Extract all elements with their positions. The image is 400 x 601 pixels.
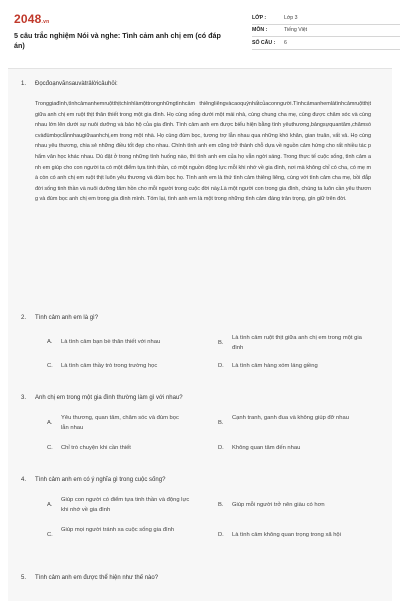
option-text: Yêu thương, quan tâm, chăm sóc và đùm bọc lẫn nhau xyxy=(61,415,179,431)
question-number: 3. xyxy=(21,395,27,401)
question-text: Tình cảm anh em có ý nghĩa gì trong cuộc sống? xyxy=(35,477,166,483)
meta-row-class xyxy=(252,12,400,25)
option-text: Không quan tâm đến nhau xyxy=(232,445,301,451)
option-letter: C. xyxy=(47,445,53,451)
option-letter: D. xyxy=(218,445,224,451)
option-letter: D. xyxy=(218,532,224,538)
question-number: 1. xyxy=(21,81,27,87)
meta-value: Lớp 3 xyxy=(284,14,298,21)
question-list xyxy=(8,68,392,601)
option-letter: B. xyxy=(218,340,224,346)
option-text: Là tình cảm thầy trò trong trường học xyxy=(61,363,158,369)
question-text: Tình cảm anh em là gì? xyxy=(35,315,99,321)
question-text: Tình cảm anh em được thể hiện như thế nào? xyxy=(35,575,159,581)
meta-row-subject xyxy=(252,25,400,38)
option-letter: B. xyxy=(218,420,224,426)
option-text: Chỉ trò chuyện khi cần thiết xyxy=(61,445,131,451)
option-letter: A. xyxy=(47,339,53,345)
option-text: Giúp con người có điểm tựa tinh thần và động lực khi nhớ về gia đình xyxy=(61,497,190,513)
header xyxy=(14,12,386,62)
meta-row-count xyxy=(252,37,400,50)
option-letter: A. xyxy=(47,502,53,508)
option-text: Giúp mỗi người trở nên giàu có hơn xyxy=(232,502,325,508)
meta-table xyxy=(252,12,400,50)
option-text: Là tình cảm không quan trọng trong xã hội xyxy=(232,532,341,538)
logo-main: 2048 xyxy=(14,12,42,26)
option-text: Là tình cảm hàng xóm láng giềng xyxy=(232,363,318,369)
question-text: Đọcđoạnvănsauvàtrảlờicâuhỏi: xyxy=(35,81,118,87)
logo-suffix: .vn xyxy=(41,19,50,25)
option-text: Là tình cảm ruột thịt giữa anh chị em trong một gia đình xyxy=(232,335,362,351)
option-letter: A. xyxy=(47,420,53,426)
option-letter: D. xyxy=(218,363,224,369)
question-text: Anh chị em trong một gia đình thường làm gì với nhau? xyxy=(35,395,183,401)
meta-label: LỚP : xyxy=(252,14,267,21)
meta-value: Tiếng Việt xyxy=(284,27,308,34)
meta-label: SỐ CÂU : xyxy=(252,39,276,46)
option-text: Là tình cảm bạn bè thân thiết với nhau xyxy=(61,339,161,345)
question-number: 5. xyxy=(21,575,27,581)
option-letter: C. xyxy=(47,532,53,538)
document-title: 5 câu trắc nghiệm Nói và nghe: Tình cảm anh chị em (có đáp án) xyxy=(14,31,221,50)
question-number: 4. xyxy=(21,477,27,483)
question-number: 2. xyxy=(21,315,27,321)
meta-label: MÔN : xyxy=(252,27,268,34)
option-letter: B. xyxy=(218,502,224,508)
option-text: Cạnh tranh, ganh đua và không giúp đỡ nhau xyxy=(232,415,349,421)
option-letter: C. xyxy=(47,363,53,369)
reading-passage: Tronggiađình,tìnhcảmanhemruộtthịtchínhlàmộttrongnhữngtìnhcảm thiêngliêngvàcaoquýnhấtcủaconngười.Tìnhcảmanhemlàtìnhcảmruộtthịt giữa anh chị em ruột thịt thân thiết trong một gia đình. Họ cùng sống dưới một mái nhà, cùng chung cha mẹ, cùng được chăm sóc và cùng nhau lớn lên dưới sự nuôi dưỡng và bảo hộ của gia đình. Tình cảm anh em được biểu hiện bằng tình yêuthương,bảngsựquantâm,chămsócvàđùmbọclẫnnhaugiữaanhchị,em trong một nhà. Họ cùng đùm bọc, tương trợ lẫn nhau qua những khó khăn, gian truân, vất vả. Họ cùng nhau yêu thương, chia sẻ những điều tốt đẹp cho nhau. Chính tình anh em cũng trở thành chỗ dựa về nguồn cảm hứng cho rất nhiều tác phẩm văn học khác nhau. Dù đặt ở trong những tình huống nào, thì tình anh em của họ vẫn ngời sáng. Trong thực tế cuộc sống, tình cảm anh em giúp cho con người ta có một điểm tựa tinh thần, có một nguồn động lực mỗi khi nhớ về gia đình, nơi mà không chỉ có cha, có mẹ mà còn có anh chị em ruột thịt luôn yêu thương và đùm bọc họ. Tình anh em là thứ tình cảm thiêng liêng, cùng với tình cảm cha mẹ, bồi đắp đời sống tinh thần và nuôi dưỡng tâm hồn cho mỗi người trong cuộc đời này.Là một người con trong gia đình, chúng ta luôn cần yêu thương và đùm bọc anh chị em trong gia đình mình. Tóm lại, tình anh em là một trong những tình cảm đáng trân trọng, gìn giữ trên đời. xyxy=(35,101,371,203)
meta-value: 6 xyxy=(284,39,287,46)
option-text: Giúp mọi người tránh xa cuộc sống gia đình xyxy=(61,527,175,533)
